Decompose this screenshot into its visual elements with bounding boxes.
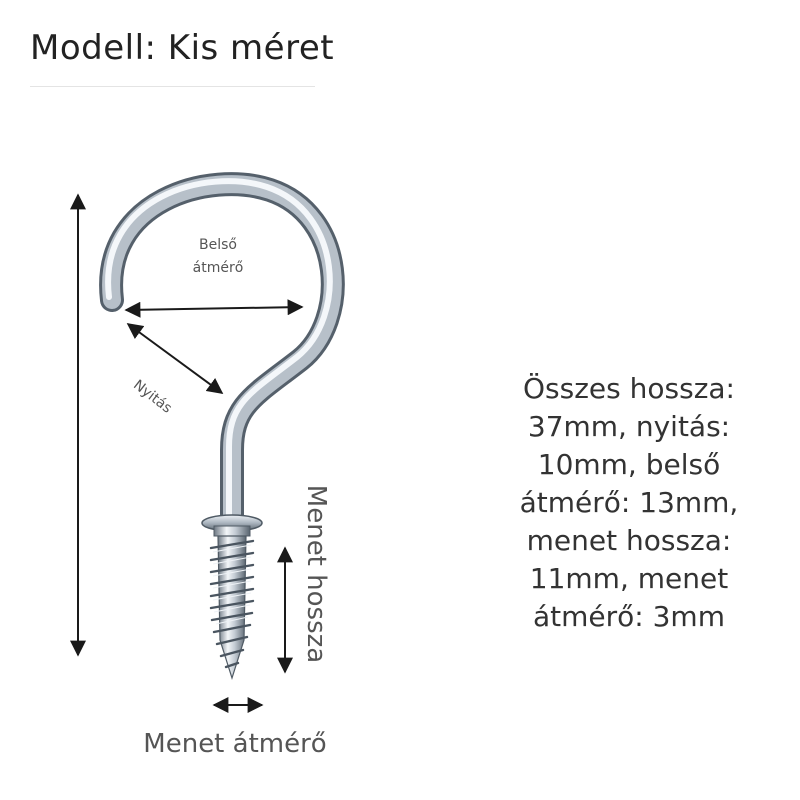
screw-thread [211, 536, 253, 678]
thread-length-label: Menet hossza [301, 484, 331, 664]
hook-wire [108, 181, 333, 520]
inner-diameter-label-line1: Belső [199, 237, 237, 253]
hook-collar [202, 515, 262, 536]
inner-diameter-label-line2: átmérő [192, 260, 244, 276]
spec-line: Összes hossza: [523, 372, 735, 405]
spec-line: menet hossza: [526, 524, 732, 557]
spec-line: átmérő: 3mm [533, 600, 725, 633]
spec-line: átmérő: 13mm, [519, 486, 739, 519]
spec-line: 11mm, menet [529, 562, 729, 595]
inner-diameter-arrow [126, 307, 302, 310]
thread-diameter-label: Menet átmérő [143, 729, 327, 759]
opening-label: Nyitás [130, 376, 175, 417]
page-title: Modell: Kis méret [30, 28, 335, 68]
specification-text [498, 370, 760, 636]
spec-line: 10mm, belső [537, 448, 721, 481]
spec-line: 37mm, nyitás: [527, 410, 731, 443]
